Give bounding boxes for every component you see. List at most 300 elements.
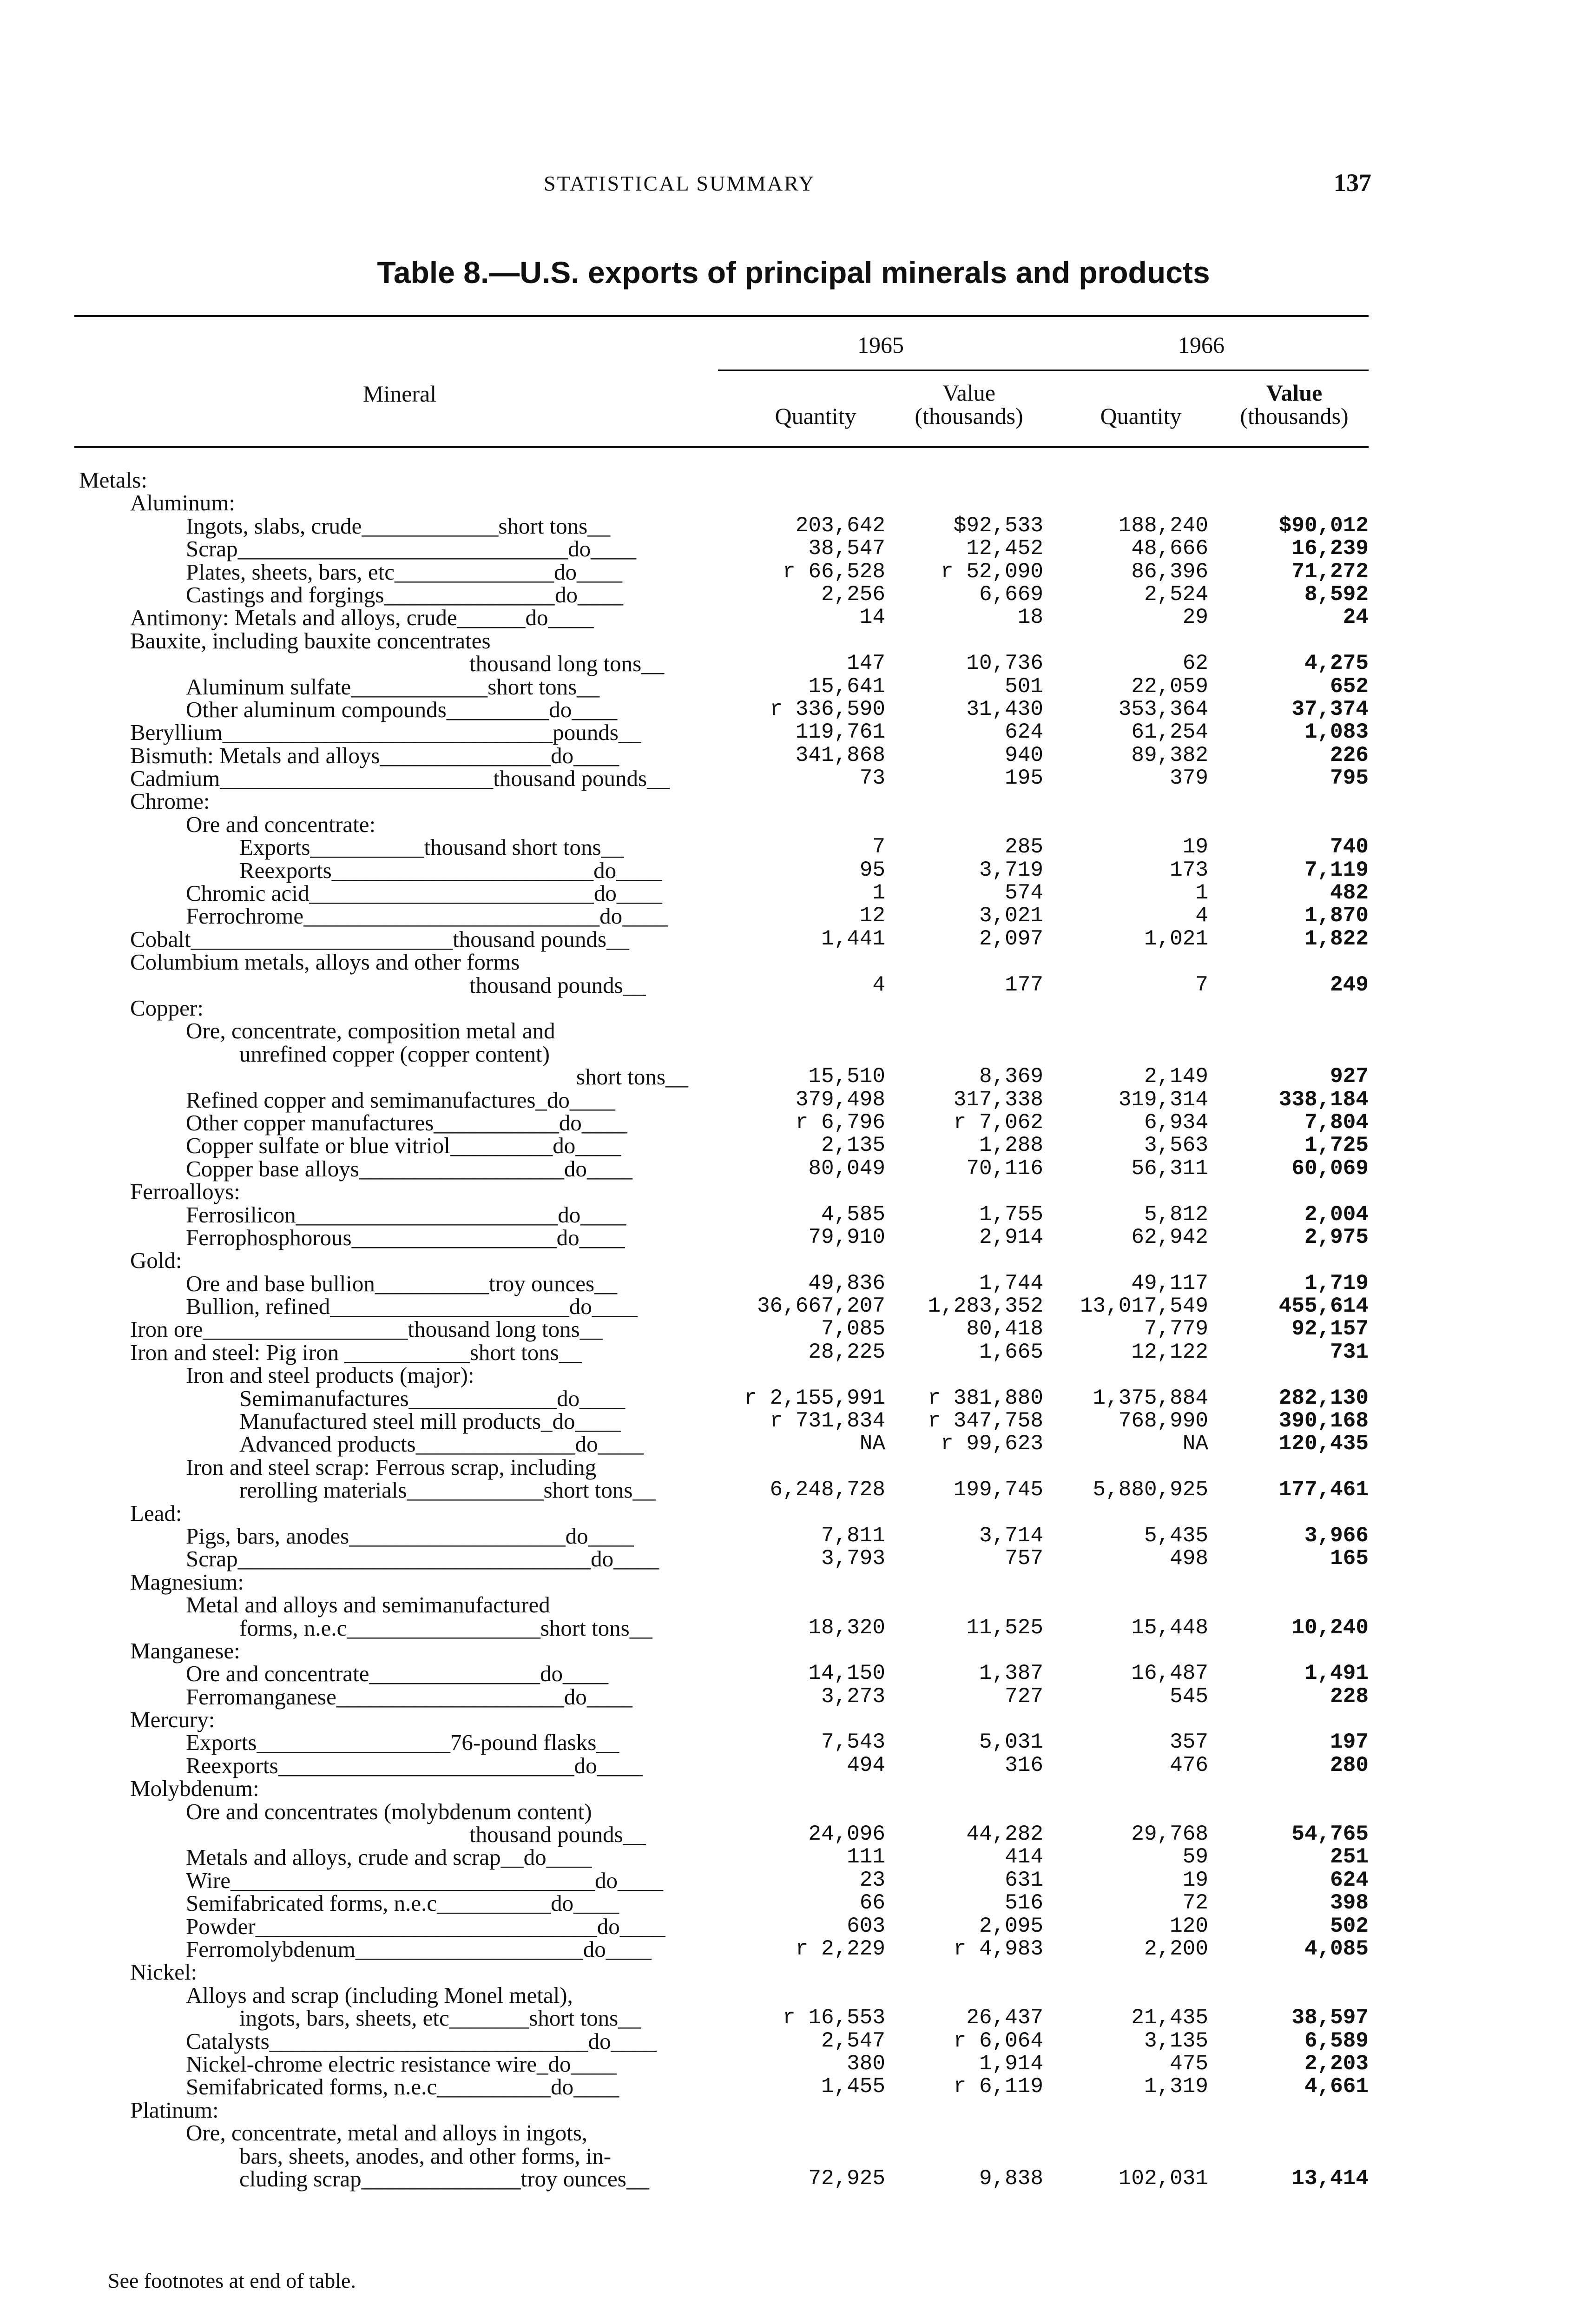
header-quantity-1966: Quantity (1100, 403, 1182, 429)
quantity-1965-cell: 18,320 (808, 1615, 885, 1640)
quantity-1966-cell: 15,448 (1131, 1615, 1208, 1640)
value-1966-cell: 502 (1330, 1914, 1369, 1938)
quantity-1966-cell: 7,779 (1144, 1317, 1208, 1341)
row-label: Other copper manufactures___________do____ (186, 1109, 627, 1136)
header-value-1966 (1211, 381, 1378, 428)
value-1966-cell: 13,414 (1291, 2166, 1369, 2191)
header-thousands-label: (thousands) (1240, 403, 1349, 429)
row-label: thousand pounds__ (469, 1822, 646, 1848)
quantity-1966-cell: 319,314 (1118, 1087, 1208, 1112)
value-1965-cell: 285 (1005, 835, 1043, 859)
table-row (0, 1203, 1587, 1226)
value-1966-cell: 120,435 (1278, 1432, 1369, 1456)
value-1966-cell: 6,589 (1304, 2028, 1369, 2053)
quantity-1966-cell: 86,396 (1131, 559, 1208, 584)
table-row (0, 1731, 1587, 1754)
row-label: unrefined copper (copper content) (239, 1041, 550, 1067)
quantity-1965-cell: 72,925 (808, 2166, 885, 2191)
row-label: Nickel: (130, 1959, 198, 1985)
table-row (0, 1708, 1587, 1731)
row-label: Semimanufactures_____________do____ (239, 1385, 626, 1411)
quantity-1965-cell: 2,547 (821, 2028, 885, 2053)
value-1965-cell: 3,021 (979, 904, 1043, 928)
quantity-1965-cell: 2,135 (821, 1133, 885, 1158)
row-label: Aluminum: (130, 490, 235, 516)
quantity-1965-cell: r 66,528 (783, 559, 885, 584)
value-1965-cell: 1,914 (979, 2051, 1043, 2076)
row-label: Plates, sheets, bars, etc______________do____ (186, 559, 623, 585)
value-1965-cell: 11,525 (966, 1615, 1043, 1640)
value-1966-cell: 249 (1330, 972, 1369, 997)
table-row (0, 2167, 1587, 2190)
table-row (0, 1157, 1587, 1180)
value-1966-cell: 197 (1330, 1730, 1369, 1755)
value-1966-cell: 8,592 (1304, 582, 1369, 607)
row-label: short tons__ (576, 1064, 688, 1090)
table-row (0, 1800, 1587, 1823)
year-rule (718, 370, 1369, 371)
value-1966-cell: 60,069 (1291, 1156, 1369, 1181)
table-row (0, 1226, 1587, 1249)
row-label: Alloys and scrap (including Monel metal), (186, 1982, 573, 2008)
quantity-1966-cell: 7 (1195, 972, 1208, 997)
row-label: Bullion, refined_____________________do____ (186, 1294, 638, 1320)
quantity-1965-cell: 1,441 (821, 926, 885, 951)
row-label: Ferrochrome__________________________do____ (186, 903, 668, 929)
quantity-1965-cell: 95 (859, 858, 885, 882)
value-1966-cell: 165 (1330, 1546, 1369, 1571)
value-1965-cell: 3,719 (979, 858, 1043, 882)
quantity-1966-cell: 29 (1182, 605, 1208, 630)
table-row (0, 698, 1587, 721)
quantity-1965-cell: 2,256 (821, 582, 885, 607)
quantity-1965-cell: 14 (859, 605, 885, 630)
quantity-1966-cell: 56,311 (1131, 1156, 1208, 1181)
value-1965-cell: 757 (1005, 1546, 1043, 1571)
table-row (0, 1617, 1587, 1639)
row-label: Exports_________________76-pound flasks__ (186, 1730, 619, 1756)
quantity-1966-cell: 49,117 (1131, 1271, 1208, 1295)
value-1965-cell: 12,452 (966, 536, 1043, 561)
value-1965-cell: 624 (1005, 720, 1043, 745)
row-label: ingots, bars, sheets, etc_______short tons__ (239, 2005, 641, 2031)
value-1965-cell: 5,031 (979, 1730, 1043, 1755)
quantity-1965-cell: 38,547 (808, 536, 885, 561)
quantity-1966-cell: 1 (1195, 881, 1208, 905)
value-1965-cell: 195 (1005, 766, 1043, 791)
value-1966-cell: 226 (1330, 743, 1369, 767)
row-label: cluding scrap______________troy ounces__ (239, 2166, 649, 2192)
header-bottom-rule (74, 446, 1369, 448)
quantity-1965-cell: 7 (872, 835, 885, 859)
header-value-label: Value (1266, 380, 1323, 406)
table-row (0, 997, 1587, 1019)
row-label: rerolling materials____________short tons__ (239, 1477, 656, 1503)
quantity-1966-cell: 19 (1182, 1868, 1208, 1892)
table-row (0, 1823, 1587, 1846)
value-1965-cell: r 7,062 (953, 1110, 1043, 1135)
table-row (0, 2007, 1587, 2029)
row-label: forms, n.e.c_________________short tons__ (239, 1615, 652, 1641)
table-row (0, 2030, 1587, 2053)
quantity-1966-cell: 1,021 (1144, 926, 1208, 951)
value-1965-cell: 1,288 (979, 1133, 1043, 1158)
table-row (0, 675, 1587, 698)
value-1965-cell: 8,369 (979, 1064, 1043, 1089)
value-1965-cell: 316 (1005, 1753, 1043, 1777)
row-label: Ore and concentrates (molybdenum content) (186, 1798, 592, 1824)
quantity-1965-cell: 14,150 (808, 1661, 885, 1686)
quantity-1966-cell: 89,382 (1131, 743, 1208, 767)
header-value-1965 (885, 381, 1053, 428)
quantity-1966-cell: 5,812 (1144, 1202, 1208, 1227)
quantity-1966-cell: 353,364 (1118, 697, 1208, 721)
value-1965-cell: 6,669 (979, 582, 1043, 607)
header-mineral: Mineral (362, 381, 437, 407)
table-row (0, 606, 1587, 629)
table-row (0, 744, 1587, 767)
table-row (0, 1249, 1587, 1272)
table-row (0, 1341, 1587, 1364)
value-1966-cell: 71,272 (1291, 559, 1369, 584)
row-label: Ferrophosphorous__________________do____ (186, 1224, 625, 1250)
value-1966-cell: 1,719 (1304, 1271, 1369, 1295)
value-1965-cell: 1,387 (979, 1661, 1043, 1686)
table-row (0, 1754, 1587, 1777)
table-row (0, 537, 1587, 560)
row-label: Semifabricated forms, n.e.c__________do____ (186, 1890, 619, 1916)
quantity-1966-cell: 48,666 (1131, 536, 1208, 561)
header-year-1966: 1966 (1178, 332, 1225, 358)
row-label: Beryllium_____________________________pounds__ (130, 720, 641, 746)
quantity-1966-cell: 4 (1195, 904, 1208, 928)
quantity-1965-cell: r 6,796 (795, 1110, 885, 1135)
value-1966-cell: 177,461 (1278, 1478, 1369, 1502)
page-number: 137 (1334, 169, 1371, 197)
header-value-label: Value (942, 380, 995, 406)
table-row (0, 1639, 1587, 1662)
quantity-1965-cell: 203,642 (795, 513, 885, 538)
quantity-1966-cell: 1,375,884 (1093, 1386, 1208, 1410)
value-1965-cell: 80,418 (966, 1317, 1043, 1341)
quantity-1966-cell: 59 (1182, 1845, 1208, 1869)
value-1966-cell: 338,184 (1278, 1087, 1369, 1112)
value-1966-cell: 92,157 (1291, 1317, 1369, 1341)
value-1965-cell: 1,665 (979, 1340, 1043, 1364)
value-1965-cell: 9,838 (979, 2166, 1043, 2191)
row-label: Copper: (130, 995, 204, 1021)
row-label: Nickel-chrome electric resistance wire_do____ (186, 2051, 617, 2077)
row-label: Metals and alloys, crude and scrap__do____ (186, 1844, 592, 1870)
quantity-1966-cell: 5,880,925 (1093, 1478, 1208, 1502)
quantity-1966-cell: 768,990 (1118, 1409, 1208, 1433)
row-label: Metals: (79, 467, 147, 493)
table-row (0, 629, 1587, 652)
row-label: Wire________________________________do____ (186, 1867, 663, 1893)
row-label: Mercury: (130, 1707, 215, 1733)
quantity-1966-cell: 6,934 (1144, 1110, 1208, 1135)
value-1965-cell: 3,714 (979, 1523, 1043, 1548)
row-label: Gold: (130, 1248, 182, 1274)
table-row (0, 1318, 1587, 1340)
value-1966-cell: 282,130 (1278, 1386, 1369, 1410)
row-label: Bismuth: Metals and alloys_______________do____ (130, 742, 619, 768)
value-1966-cell: 740 (1330, 835, 1369, 859)
value-1965-cell: 70,116 (966, 1156, 1043, 1181)
value-1966-cell: 1,870 (1304, 904, 1369, 928)
quantity-1965-cell: 379,498 (795, 1087, 885, 1112)
quantity-1965-cell: 15,641 (808, 674, 885, 699)
row-label: Catalysts____________________________do____ (186, 2028, 657, 2054)
value-1966-cell: 2,975 (1304, 1225, 1369, 1249)
quantity-1965-cell: 24,096 (808, 1822, 885, 1847)
value-1965-cell: 1,755 (979, 1202, 1043, 1227)
row-label: Refined copper and semimanufactures_do____ (186, 1087, 615, 1113)
row-label: Iron and steel scrap: Ferrous scrap, including (186, 1454, 597, 1480)
row-label: Iron and steel products (major): (186, 1362, 474, 1388)
value-1966-cell: 624 (1330, 1868, 1369, 1892)
value-1966-cell: 24 (1343, 605, 1369, 630)
table-row (0, 859, 1587, 882)
value-1966-cell: 2,203 (1304, 2051, 1369, 2076)
value-1966-cell: 1,083 (1304, 720, 1369, 745)
value-1966-cell: 37,374 (1291, 697, 1369, 721)
row-label: thousand pounds__ (469, 972, 646, 998)
table-row (0, 1593, 1587, 1616)
quantity-1965-cell: 380 (847, 2051, 885, 2076)
quantity-1965-cell: r 336,590 (770, 697, 885, 721)
table-row (0, 1547, 1587, 1570)
running-head: STATISTICAL SUMMARY (544, 172, 816, 195)
row-label: Ferroalloys: (130, 1179, 240, 1205)
row-label: Aluminum sulfate____________short tons__ (186, 673, 600, 700)
quantity-1966-cell: 102,031 (1118, 2166, 1208, 2191)
quantity-1966-cell: 61,254 (1131, 720, 1208, 745)
table-row (0, 974, 1587, 997)
table-row (0, 2099, 1587, 2121)
table-row (0, 1961, 1587, 1983)
value-1966-cell: 482 (1330, 881, 1369, 905)
row-label: Ore and base bullion__________troy ounces__ (186, 1270, 618, 1296)
quantity-1966-cell: 12,122 (1131, 1340, 1208, 1364)
quantity-1965-cell: r 2,155,991 (744, 1386, 885, 1410)
quantity-1965-cell: 36,667,207 (757, 1294, 885, 1319)
table-row (0, 1938, 1587, 1961)
value-1966-cell: 390,168 (1278, 1409, 1369, 1433)
value-1965-cell: r 347,758 (928, 1409, 1043, 1433)
row-label: Ore, concentrate, metal and alloys in ingots, (186, 2120, 588, 2146)
quantity-1966-cell: 173 (1170, 858, 1208, 882)
row-label: Bauxite, including bauxite concentrates (130, 627, 491, 654)
table-row (0, 1984, 1587, 2007)
table-row (0, 767, 1587, 790)
quantity-1965-cell: 80,049 (808, 1156, 885, 1181)
quantity-1966-cell: 2,200 (1144, 1937, 1208, 1961)
quantity-1965-cell: 603 (847, 1914, 885, 1938)
value-1965-cell: 44,282 (966, 1822, 1043, 1847)
value-1965-cell: r 99,623 (941, 1432, 1043, 1456)
table-row (0, 1915, 1587, 1938)
value-1965-cell: r 6,119 (953, 2074, 1043, 2099)
table-title: Table 8.—U.S. exports of principal minerals and products (377, 255, 1210, 290)
table-row (0, 1134, 1587, 1157)
value-1966-cell: $90,012 (1278, 513, 1369, 538)
row-label: Copper sulfate or blue vitriol_________do____ (186, 1133, 621, 1159)
quantity-1965-cell: 3,273 (821, 1684, 885, 1709)
table-row (0, 1043, 1587, 1065)
value-1965-cell: $92,533 (953, 513, 1043, 538)
value-1966-cell: 1,822 (1304, 926, 1369, 951)
quantity-1966-cell: 2,524 (1144, 582, 1208, 607)
quantity-1965-cell: NA (859, 1432, 885, 1456)
quantity-1966-cell: 22,059 (1131, 674, 1208, 699)
value-1965-cell: 1,744 (979, 1271, 1043, 1295)
table-row (0, 469, 1587, 491)
row-label: Ore and concentrate_______________do____ (186, 1661, 608, 1687)
value-1965-cell: 2,095 (979, 1914, 1043, 1938)
table-row (0, 515, 1587, 537)
row-label: Cadmium________________________thousand pounds__ (130, 766, 670, 792)
table-row (0, 2145, 1587, 2167)
quantity-1965-cell: 3,793 (821, 1546, 885, 1571)
value-1965-cell: 727 (1005, 1684, 1043, 1709)
row-label: Chrome: (130, 788, 210, 814)
table-row (0, 652, 1587, 675)
quantity-1966-cell: 2,149 (1144, 1064, 1208, 1089)
value-1965-cell: 2,097 (979, 926, 1043, 951)
quantity-1965-cell: 4 (872, 972, 885, 997)
table-row (0, 1685, 1587, 1708)
value-1965-cell: 414 (1005, 1845, 1043, 1869)
row-label: Ore and concentrate: (186, 811, 376, 837)
table-row (0, 1111, 1587, 1134)
quantity-1966-cell: 498 (1170, 1546, 1208, 1571)
table-row (0, 1525, 1587, 1547)
quantity-1965-cell: r 16,553 (783, 2006, 885, 2030)
value-1966-cell: 927 (1330, 1064, 1369, 1089)
table-row (0, 1456, 1587, 1479)
value-1966-cell: 652 (1330, 674, 1369, 699)
quantity-1966-cell: NA (1182, 1432, 1208, 1456)
row-label: Powder______________________________do____ (186, 1913, 665, 1939)
value-1966-cell: 16,239 (1291, 536, 1369, 561)
row-label: Molybdenum: (130, 1776, 259, 1802)
value-1966-cell: 1,491 (1304, 1661, 1369, 1686)
row-label: Ferrosilicon_______________________do____ (186, 1202, 626, 1228)
row-label: Columbium metals, alloys and other forms (130, 949, 520, 975)
value-1966-cell: 10,240 (1291, 1615, 1369, 1640)
table-row (0, 491, 1587, 514)
table-row (0, 928, 1587, 951)
table-row (0, 1869, 1587, 1892)
row-label: Cobalt_______________________thousand pounds__ (130, 926, 629, 952)
table-row (0, 1019, 1587, 1042)
table-row (0, 1571, 1587, 1593)
value-1965-cell: 10,736 (966, 651, 1043, 676)
value-1966-cell: 398 (1330, 1891, 1369, 1915)
quantity-1965-cell: 1,455 (821, 2074, 885, 2099)
value-1966-cell: 251 (1330, 1845, 1369, 1869)
table-row (0, 1272, 1587, 1295)
row-label: Scrap_____________________________do____ (186, 536, 637, 562)
quantity-1965-cell: 49,836 (808, 1271, 885, 1295)
quantity-1966-cell: 29,768 (1131, 1822, 1208, 1847)
value-1965-cell: 26,437 (966, 2006, 1043, 2030)
table-row (0, 1846, 1587, 1868)
value-1966-cell: 1,725 (1304, 1133, 1369, 1158)
table-row (0, 561, 1587, 583)
value-1965-cell: r 381,880 (928, 1386, 1043, 1410)
value-1966-cell: 280 (1330, 1753, 1369, 1777)
top-rule (74, 315, 1369, 317)
quantity-1965-cell: 341,868 (795, 743, 885, 767)
table-row (0, 1089, 1587, 1111)
row-label: Scrap_______________________________do____ (186, 1546, 659, 1572)
row-label: Castings and forgings_______________do____ (186, 581, 623, 607)
quantity-1965-cell: 119,761 (795, 720, 885, 745)
value-1966-cell: 7,804 (1304, 1110, 1369, 1135)
row-label: Ingots, slabs, crude____________short tons__ (186, 513, 611, 539)
value-1965-cell: 940 (1005, 743, 1043, 767)
quantity-1965-cell: 6,248,728 (770, 1478, 885, 1502)
value-1965-cell: r 52,090 (941, 559, 1043, 584)
quantity-1966-cell: 13,017,549 (1080, 1294, 1208, 1319)
table-row (0, 1479, 1587, 1501)
row-label: Manufactured steel mill products_do____ (239, 1408, 621, 1434)
value-1966-cell: 38,597 (1291, 2006, 1369, 2030)
footnote: See footnotes at end of table. (108, 2269, 356, 2292)
table-row (0, 1662, 1587, 1685)
quantity-1965-cell: 7,085 (821, 1317, 885, 1341)
row-label: Chromic acid_________________________do____ (186, 880, 662, 906)
quantity-1965-cell: 12 (859, 904, 885, 928)
value-1965-cell: 177 (1005, 972, 1043, 997)
quantity-1966-cell: 16,487 (1131, 1661, 1208, 1686)
header-thousands-label: (thousands) (915, 403, 1023, 429)
quantity-1966-cell: 188,240 (1118, 513, 1208, 538)
quantity-1966-cell: 3,563 (1144, 1133, 1208, 1158)
quantity-1966-cell: 3,135 (1144, 2028, 1208, 2053)
table-row (0, 1777, 1587, 1800)
value-1966-cell: 795 (1330, 766, 1369, 791)
value-1966-cell: 7,119 (1304, 858, 1369, 882)
quantity-1966-cell: 475 (1170, 2051, 1208, 2076)
quantity-1965-cell: 28,225 (808, 1340, 885, 1364)
table-row (0, 905, 1587, 927)
table-row (0, 2053, 1587, 2075)
row-label: Exports__________thousand short tons__ (239, 834, 624, 860)
quantity-1965-cell: 15,510 (808, 1064, 885, 1089)
table-row (0, 583, 1587, 606)
row-label: Platinum: (130, 2097, 219, 2123)
value-1966-cell: 4,085 (1304, 1937, 1369, 1961)
value-1966-cell: 455,614 (1278, 1294, 1369, 1319)
table-row (0, 2075, 1587, 2098)
quantity-1965-cell: 147 (847, 651, 885, 676)
value-1965-cell: 516 (1005, 1891, 1043, 1915)
table-row (0, 1065, 1587, 1088)
quantity-1966-cell: 1,319 (1144, 2074, 1208, 2099)
quantity-1966-cell: 72 (1182, 1891, 1208, 1915)
row-label: Ore, concentrate, composition metal and (186, 1018, 555, 1044)
row-label: Other aluminum compounds_________do____ (186, 696, 618, 722)
row-label: thousand long tons__ (469, 651, 665, 677)
row-label: Semifabricated forms, n.e.c__________do____ (186, 2074, 619, 2100)
row-label: Ferromolybdenum____________________do____ (186, 1936, 652, 1962)
value-1966-cell: 4,661 (1304, 2074, 1369, 2099)
quantity-1965-cell: r 2,229 (795, 1937, 885, 1961)
table-row (0, 1892, 1587, 1915)
